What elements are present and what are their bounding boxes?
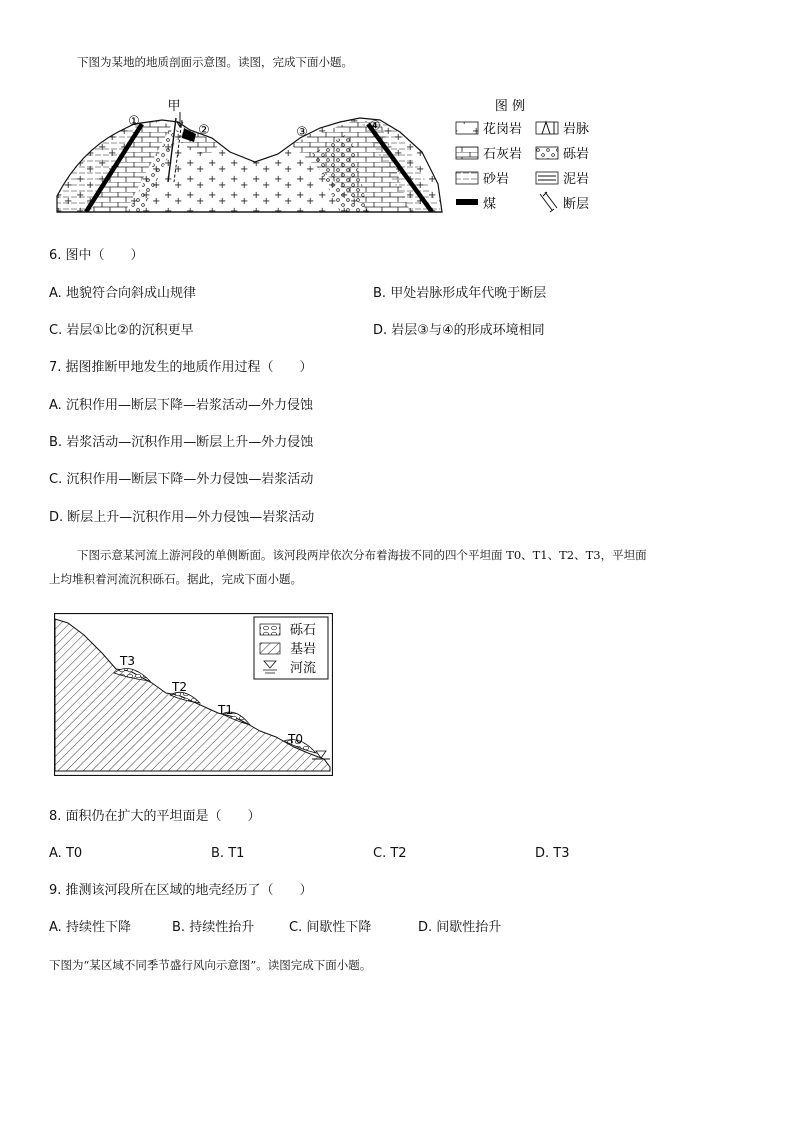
terrace-label-t0: T0 [288,732,303,746]
legend-gravel: 砾石 [290,623,317,638]
q8-stem: 8. 面积仍在扩大的平坦面是（ ） [49,809,261,824]
q8-option-d[interactable] [535,846,570,862]
option-letter: C. [289,920,303,935]
terrace-label-t1: T1 [218,703,233,717]
legend-coal: 煤 [483,197,497,212]
option-letter: C. [49,472,63,487]
figure1-legend [456,99,589,212]
option-text: 沉积作用—断层下降—外力侵蚀—岩浆活动 [66,472,314,487]
stratum-label-4: ④ [369,119,381,134]
stratum-label-2: ② [198,123,210,138]
option-letter: D. [418,920,433,935]
q9-option-b[interactable] [172,920,254,936]
option-letter: B. [373,286,387,301]
option-letter: A. [49,398,62,413]
q7-option-d[interactable] [49,510,314,526]
q7-option-a[interactable] [49,398,313,414]
q9-stem: 9. 推测该河段所在区域的地壳经历了（ ） [49,883,313,898]
figure2-legend [254,617,328,679]
option-text: 持续性下降 [65,920,131,935]
q6-stem: 6. 图中（ ） [49,248,144,263]
geologic-cross-section-figure [50,92,610,220]
q9-option-c[interactable] [289,920,371,936]
stratum-label-3: ③ [296,125,308,140]
option-letter: A. [49,920,62,935]
option-text: 甲处岩脉形成年代晚于断层 [390,286,547,301]
legend-granite: 花岗岩 [483,122,523,137]
q6-option-b[interactable] [373,286,546,302]
stratum-label-1: ① [128,114,140,129]
legend-title: 图 例 [494,99,526,114]
option-text: T1 [228,846,245,861]
terrace-label-t3: T3 [120,654,135,668]
intro-paragraph-3: 下图为“某区域不同季节盛行风向示意图”。读图完成下面小题。 [49,958,372,972]
intro-paragraph-1: 下图为某地的地质剖面示意图。读图，完成下面小题。 [77,55,353,69]
option-letter: A. [49,286,62,301]
legend-mudstone: 泥岩 [563,172,590,187]
legend-conglomerate: 砾岩 [563,147,590,162]
option-text: 断层上升—沉积作用—外力侵蚀—岩浆活动 [67,510,315,525]
option-text: 岩层①比②的沉积更早 [66,323,194,338]
q6-option-a[interactable] [49,286,196,302]
option-text: T2 [390,846,407,861]
q6-option-d[interactable] [373,323,545,339]
option-letter: D. [373,323,388,338]
option-text: 地貌符合向斜成山规律 [65,286,196,301]
option-text: 岩浆活动—沉积作用—断层上升—外力侵蚀 [66,435,314,450]
option-text: 间歇性抬升 [436,920,502,935]
option-letter: B. [172,920,186,935]
option-text: 持续性抬升 [189,920,255,935]
river-terrace-figure [54,613,333,776]
option-letter: C. [49,323,63,338]
option-text: 沉积作用—断层下降—岩浆活动—外力侵蚀 [65,398,313,413]
q9-option-d[interactable] [418,920,501,936]
q7-stem: 7. 据图推断甲地发生的地质作用过程（ ） [49,360,313,375]
q7-option-c[interactable] [49,472,313,488]
option-text: T3 [553,846,570,861]
q9-option-a[interactable] [49,920,131,936]
option-text: 间歇性下降 [306,920,372,935]
option-letter: B. [211,846,225,861]
option-text: T0 [65,846,83,861]
legend-bedrock: 基岩 [290,642,317,657]
q8-option-a[interactable] [49,846,82,862]
legend-dike: 岩脉 [563,122,590,137]
legend-limestone: 石灰岩 [483,147,523,162]
option-letter: D. [49,510,64,525]
q6-option-c[interactable] [49,323,194,339]
q8-option-b[interactable] [211,846,244,862]
legend-sandstone: 砂岩 [483,172,510,187]
option-letter: D. [535,846,550,861]
option-letter: A. [49,846,62,861]
intro-paragraph-2-line-2: 上均堆积着河流沉积砾石。据此，完成下面小题。 [49,572,302,586]
intro-paragraph-2-line-1: 下图示意某河流上游河段的单侧断面。该河段两岸依次分布着海拔不同的四个平坦面 T0、T1、T2、T3，平坦面 [77,548,647,562]
cross-section-strata [50,92,450,220]
terrace-label-t2: T2 [172,680,187,694]
option-letter: B. [49,435,63,450]
legend-river: 河流 [290,661,317,676]
q7-option-b[interactable] [49,435,313,451]
option-text: 岩层③与④的形成环境相同 [391,323,545,338]
q8-option-c[interactable] [373,846,407,862]
legend-fault: 断层 [563,197,590,212]
marker-jia: 甲 [167,99,181,114]
option-letter: C. [373,846,387,861]
